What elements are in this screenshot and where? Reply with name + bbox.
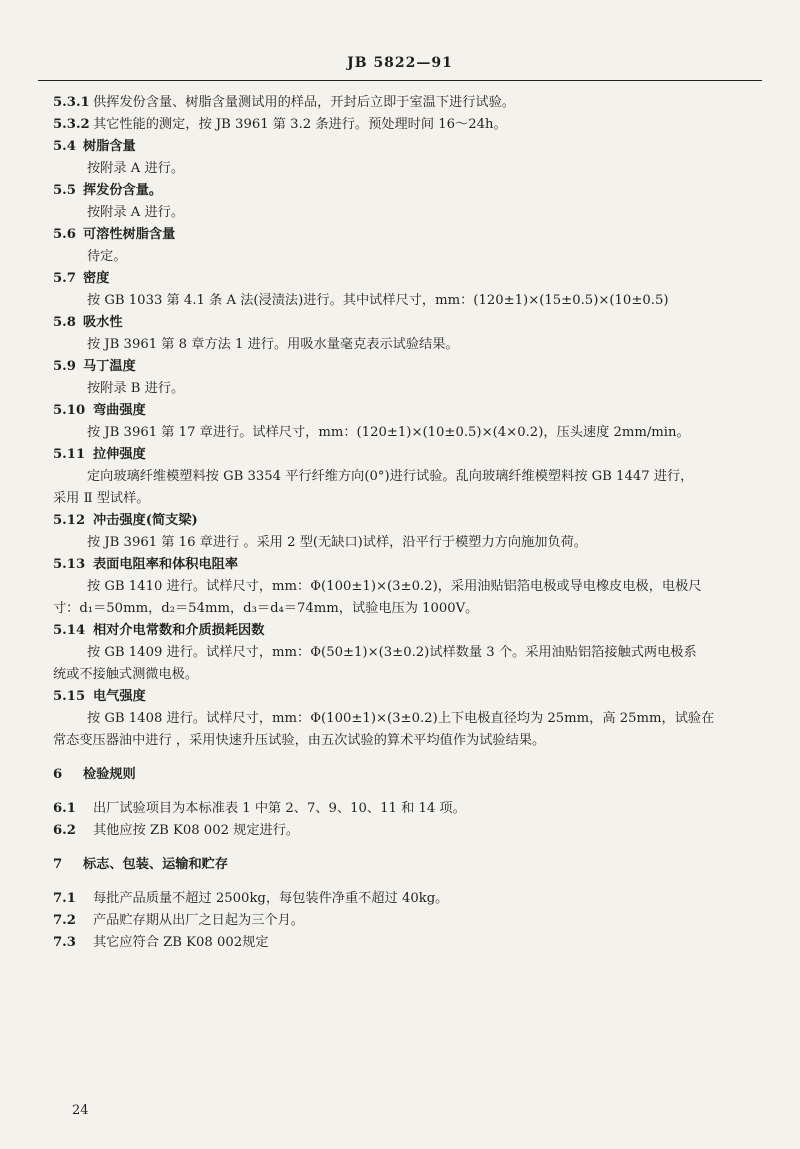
clause-5-15-text-cont: 常态变压器油中进行 ，采用快速升压试验，由五次试验的算术平均值作为试验结果。	[53, 733, 546, 748]
clause-5-4-heading: 5.4 树脂含量	[53, 139, 136, 154]
clause-6-2: 6.2 其他应按 ZB K08 002 规定进行。	[53, 823, 300, 838]
section-6-heading: 6 检验规则	[53, 767, 136, 782]
clause-5-14-text-cont: 统或不接触式测微电极。	[53, 667, 199, 682]
spacer	[53, 786, 765, 798]
page-number: 24	[72, 1103, 89, 1118]
spacer	[53, 842, 765, 854]
clause-5-14-heading: 5.14 相对介电常数和介质损耗因数	[53, 623, 265, 638]
clause-7-2: 7.2 产品贮存期从出厂之日起为三个月。	[53, 913, 304, 928]
clause-5-15-heading: 5.15 电气强度	[53, 689, 146, 704]
section-7-heading: 7 标志、包装、运输和贮存	[53, 857, 229, 872]
header-rule	[38, 80, 762, 81]
spacer	[53, 752, 765, 764]
clause-7-3: 7.3 其它应符合 ZB K08 002规定	[53, 935, 269, 950]
clause-5-13-text-cont: 寸：d₁＝50mm，d₂＝54mm，d₃＝d₄＝74mm，试验电压为 1000V。	[53, 601, 479, 616]
clause-5-11-text-cont: 采用 Ⅱ 型试样。	[53, 491, 150, 506]
clause-5-5-text: 按附录 A 进行。	[87, 205, 185, 220]
clause-5-14-text: 按 GB 1409 进行。试样尺寸，mm：Φ(50±1)×(3±0.2)试样数量 3 个。采用油贴铝箔接触式两电极系	[87, 645, 697, 660]
clause-5-8-heading: 5.8 吸水性	[53, 315, 123, 330]
clause-5-15-text: 按 GB 1408 进行。试样尺寸，mm：Φ(100±1)×(3±0.2)上下电极直径均为 25mm，高 25mm，试验在	[87, 711, 715, 726]
clause-5-13-heading: 5.13 表面电阻率和体积电阻率	[53, 557, 239, 572]
clause-5-9-heading: 5.9 马丁温度	[53, 359, 136, 374]
clause-7-1: 7.1 每批产品质量不超过 2500kg，每包装件净重不超过 40kg。	[53, 891, 449, 906]
clause-5-8-text: 按 JB 3961 第 8 章方法 1 进行。用吸水量毫克表示试验结果。	[87, 337, 459, 352]
clause-5-3-1: 5.3.1 供挥发份含量、树脂含量测试用的样品，开封后立即于室温下进行试验。	[53, 95, 515, 110]
clause-5-10-heading: 5.10 弯曲强度	[53, 403, 146, 418]
clause-5-9-text: 按附录 B 进行。	[87, 381, 185, 396]
clause-5-11-text: 定向玻璃纤维模塑料按 GB 3354 平行纤维方向(0°)进行试验。乱向玻璃纤维模塑料按 GB 1447 进行，	[87, 469, 694, 484]
clause-5-3-2: 5.3.2 其它性能的测定，按 JB 3961 第 3.2 条进行。预处理时间 16～24h。	[53, 117, 507, 132]
clause-5-13-text: 按 GB 1410 进行。试样尺寸，mm：Φ(100±1)×(3±0.2)，采用油贴铝箔电极或导电橡皮电极，电极尺	[87, 579, 702, 594]
clause-5-11-heading: 5.11 拉伸强度	[53, 447, 146, 462]
clause-5-6-heading: 5.6 可溶性树脂含量	[53, 227, 176, 242]
clause-5-7-heading: 5.7 密度	[53, 271, 110, 286]
clause-5-5-heading: 5.5 挥发份含量。	[53, 183, 163, 198]
document-body	[53, 92, 765, 954]
clause-5-4-text: 按附录 A 进行。	[87, 161, 185, 176]
clause-6-1: 6.1 出厂试验项目为本标准表 1 中第 2、7、9、10、11 和 14 项。	[53, 801, 466, 816]
clause-5-12-text: 按 JB 3961 第 16 章进行 。采用 2 型(无缺口)试样，沿平行于模塑力方向施加负荷。	[87, 535, 587, 550]
spacer	[53, 876, 765, 888]
clause-5-7-text: 按 GB 1033 第 4.1 条 A 法(浸渍法)进行。其中试样尺寸，mm：(120±1)×(15±0.5)×(10±0.5)	[87, 293, 669, 308]
clause-5-10-text: 按 JB 3961 第 17 章进行。试样尺寸，mm：(120±1)×(10±0.5)×(4×0.2)，压头速度 2mm/min。	[87, 425, 690, 440]
clause-5-12-heading: 5.12 冲击强度(简支梁)	[53, 513, 198, 528]
clause-5-6-text: 待定。	[87, 249, 127, 264]
page-header: JB 5822—91	[347, 55, 453, 71]
